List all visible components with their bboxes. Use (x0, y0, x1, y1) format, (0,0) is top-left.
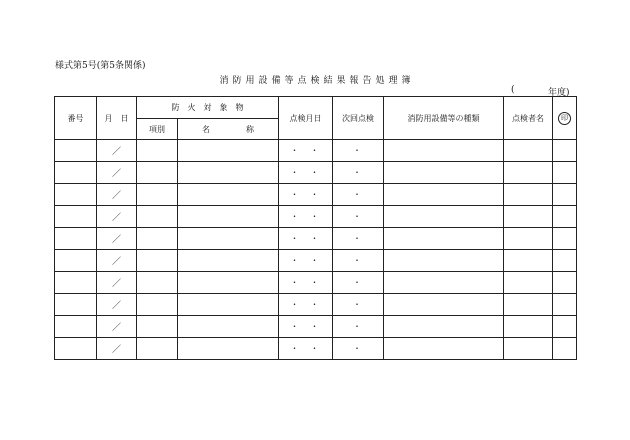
next-inspection-cell[interactable]: ・ (333, 184, 384, 206)
table-row (55, 250, 577, 272)
item-type-cell[interactable] (137, 206, 178, 228)
inspection-date-cell[interactable]: ・ ・ (279, 228, 333, 250)
next-inspection-cell[interactable]: ・ (333, 294, 384, 316)
equipment-type-cell[interactable] (384, 140, 504, 162)
inspector-name-cell[interactable] (504, 338, 553, 360)
month-day-cell[interactable]: ／ (97, 250, 137, 272)
next-inspection-cell[interactable]: ・ (333, 140, 384, 162)
inspection-date-header: 点検月日 (279, 97, 333, 140)
next-inspection-cell[interactable]: ・ (333, 316, 384, 338)
name-cell[interactable] (178, 228, 279, 250)
inspector-name-cell[interactable] (504, 140, 553, 162)
month-day-header: 月 日 (97, 97, 137, 140)
year-paren-open: ( (511, 85, 515, 95)
table-row (55, 272, 577, 294)
number-cell[interactable] (55, 206, 97, 228)
number-cell[interactable] (55, 338, 97, 360)
seal-header (553, 97, 577, 140)
month-day-cell[interactable]: ／ (97, 272, 137, 294)
inspection-date-cell[interactable]: ・ ・ (279, 316, 333, 338)
name-cell[interactable] (178, 272, 279, 294)
seal-cell[interactable] (553, 162, 577, 184)
number-cell[interactable] (55, 162, 97, 184)
number-cell[interactable] (55, 140, 97, 162)
item-type-cell[interactable] (137, 228, 178, 250)
item-type-cell[interactable] (137, 162, 178, 184)
item-type-cell[interactable] (137, 272, 178, 294)
next-inspection-cell[interactable]: ・ (333, 250, 384, 272)
table-row (55, 184, 577, 206)
seal-cell[interactable] (553, 316, 577, 338)
month-day-cell[interactable]: ／ (97, 140, 137, 162)
table-row (55, 140, 577, 162)
seal-cell[interactable] (553, 294, 577, 316)
name-cell[interactable] (178, 162, 279, 184)
month-day-cell[interactable]: ／ (97, 316, 137, 338)
seal-cell[interactable] (553, 338, 577, 360)
fiscal-year-label: 年度) (548, 88, 570, 98)
inspection-date-cell[interactable]: ・ ・ (279, 184, 333, 206)
month-day-cell[interactable]: ／ (97, 162, 137, 184)
inspection-date-cell[interactable]: ・ ・ (279, 140, 333, 162)
item-type-cell[interactable] (137, 140, 178, 162)
equipment-type-header: 消防用設備等の種類 (384, 97, 504, 140)
month-day-cell[interactable]: ／ (97, 184, 137, 206)
number-cell[interactable] (55, 316, 97, 338)
inspector-name-cell[interactable] (504, 316, 553, 338)
item-type-cell[interactable] (137, 316, 178, 338)
equipment-type-cell[interactable] (384, 184, 504, 206)
fire-target-header: 防 火 対 象 物 (137, 97, 279, 119)
header-row-top (55, 97, 577, 119)
name-cell[interactable] (178, 184, 279, 206)
seal-cell[interactable] (553, 250, 577, 272)
number-cell[interactable] (55, 272, 97, 294)
seal-cell[interactable] (553, 184, 577, 206)
register-body (55, 140, 577, 360)
inspector-name-cell[interactable] (504, 162, 553, 184)
next-inspection-cell[interactable]: ・ (333, 338, 384, 360)
table-row (55, 228, 577, 250)
inspector-name-cell[interactable] (504, 250, 553, 272)
inspection-date-cell[interactable]: ・ ・ (279, 338, 333, 360)
seal-cell[interactable] (553, 206, 577, 228)
name-cell[interactable] (178, 140, 279, 162)
equipment-type-cell[interactable] (384, 338, 504, 360)
equipment-type-cell[interactable] (384, 250, 504, 272)
equipment-type-cell[interactable] (384, 206, 504, 228)
name-cell[interactable] (178, 316, 279, 338)
month-day-cell[interactable]: ／ (97, 228, 137, 250)
table-row (55, 338, 577, 360)
name-cell[interactable] (178, 338, 279, 360)
document-title: 消防用設備等点検結果報告処理簿 (219, 76, 415, 86)
next-inspection-cell[interactable]: ・ (333, 162, 384, 184)
month-day-cell[interactable]: ／ (97, 338, 137, 360)
inspector-name-header: 点検者名 (504, 97, 553, 140)
equipment-type-cell[interactable] (384, 228, 504, 250)
number-cell[interactable] (55, 250, 97, 272)
equipment-type-cell[interactable] (384, 294, 504, 316)
seal-icon: 印 (558, 112, 571, 125)
name-cell[interactable] (178, 250, 279, 272)
inspector-name-cell[interactable] (504, 184, 553, 206)
inspection-date-cell[interactable]: ・ ・ (279, 250, 333, 272)
item-type-cell[interactable] (137, 294, 178, 316)
inspection-date-cell[interactable]: ・ ・ (279, 206, 333, 228)
number-cell[interactable] (55, 294, 97, 316)
next-inspection-cell[interactable]: ・ (333, 206, 384, 228)
next-inspection-cell[interactable]: ・ (333, 228, 384, 250)
seal-cell[interactable] (553, 228, 577, 250)
number-header: 番号 (55, 97, 97, 140)
inspection-date-cell[interactable]: ・ ・ (279, 162, 333, 184)
inspector-name-cell[interactable] (504, 294, 553, 316)
inspection-date-cell[interactable]: ・ ・ (279, 294, 333, 316)
seal-cell[interactable] (553, 272, 577, 294)
form-number-label: 様式第5号(第5条関係) (55, 61, 146, 71)
seal-cell[interactable] (553, 140, 577, 162)
equipment-type-cell[interactable] (384, 272, 504, 294)
equipment-type-cell[interactable] (384, 162, 504, 184)
name-header-left: 名 (202, 124, 210, 134)
name-cell[interactable] (178, 294, 279, 316)
name-header (178, 119, 279, 140)
name-cell[interactable] (178, 206, 279, 228)
inspection-date-cell[interactable]: ・ ・ (279, 272, 333, 294)
inspector-name-cell[interactable] (504, 272, 553, 294)
number-cell[interactable] (55, 184, 97, 206)
inspection-register-table (54, 96, 577, 360)
number-cell[interactable] (55, 228, 97, 250)
table-row (55, 294, 577, 316)
table-row (55, 206, 577, 228)
next-inspection-header: 次回点検 (333, 97, 384, 140)
item-type-cell[interactable] (137, 338, 178, 360)
month-day-cell[interactable]: ／ (97, 206, 137, 228)
table-row (55, 316, 577, 338)
inspector-name-cell[interactable] (504, 228, 553, 250)
item-type-header: 項別 (137, 119, 178, 140)
next-inspection-cell[interactable]: ・ (333, 272, 384, 294)
month-day-cell[interactable]: ／ (97, 294, 137, 316)
table-row (55, 162, 577, 184)
item-type-cell[interactable] (137, 184, 178, 206)
equipment-type-cell[interactable] (384, 316, 504, 338)
name-header-right: 称 (246, 124, 254, 134)
inspector-name-cell[interactable] (504, 206, 553, 228)
item-type-cell[interactable] (137, 250, 178, 272)
